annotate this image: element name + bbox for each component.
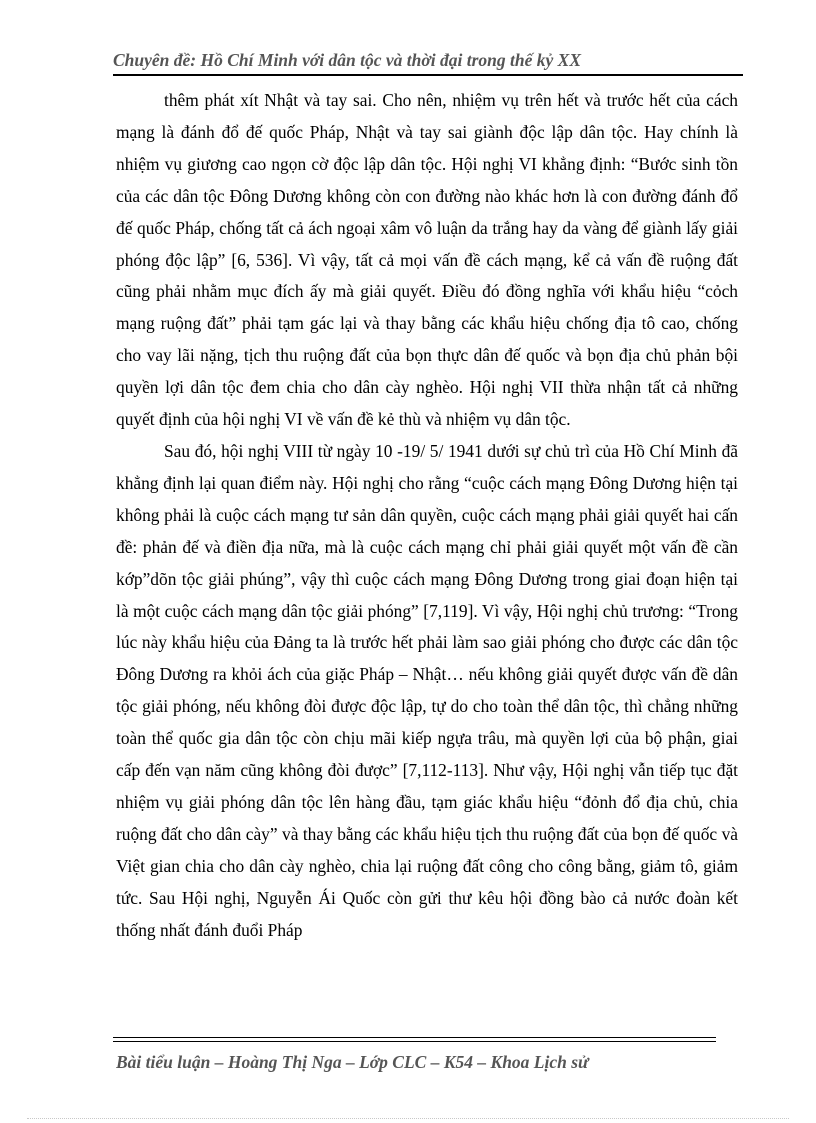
paragraph-2: Sau đó, hội nghị VIII từ ngày 10 -19/ 5/ 1941 dưới sự chủ trì của Hồ Chí Minh đã khẳng định lại quan điểm này. Hội nghị cho rằng “cuộc cách mạng Đông Dương hiện tại không phải là cuộc cách mạng tư sản dân quyền, cuộc cách mạng phải giải quyết hai cấn đề: phản đế và điền địa nữa, mà là cuộc cách mạng chỉ phải giải quyết một vấn đề cần kớp”dõn tộc giải phúng”, vậy thì cuộc cách mạng Đông Dương trong giai đoạn hiện tại là một cuộc cách mạng dân tộc giải phóng” [7,119]. Vì vậy, Hội nghị chủ trương: “Trong lúc này khẩu hiệu của Đảng ta là trước hết phải làm sao giải phóng cho được các dân tộc Đông Dương ra khỏi ách của giặc Pháp – Nhật… nếu không giải quyết được vấn đề dân tộc giải phóng, nếu không đòi được độc lập, tự do cho toàn thể dân tộc, thì chẳng những toàn thể quốc gia dân tộc còn chịu mãi kiếp ngựa trâu, mà quyền lợi của bộ phận, giai cấp đến vạn năm cũng không đòi được” [7,112-113]. Như vậy, Hội nghị vẫn tiếp tục đặt nhiệm vụ giải phóng dân tộc lên hàng đầu, tạm giác khẩu hiệu “đỏnh đổ địa chủ, chia ruộng đất cho dân cày” và thay bằng các khẩu hiệu tịch thu ruộng đất của bọn đế quốc và Việt gian chia cho dân cày nghèo, chia lại ruộng đất công cho công bằng, giảm tô, giảm tức. Sau Hội nghị, Nguyễn Ái Quốc còn gửi thư kêu hội đồng bào cả nước đoàn kết thống nhất đánh đuổi Pháp <box>116 440 738 940</box>
page-border <box>27 1118 789 1119</box>
header-title: Chuyên đề: Hồ Chí Minh với dân tộc và thời đại trong thế kỷ XX <box>113 50 582 70</box>
paragraph-1: thêm phát xít Nhật và tay sai. Cho nên, nhiệm vụ trên hết và trước hết của cách mạng là đánh đổ đế quốc Pháp, Nhật và tay sai giành độc lập dân tộc. Hay chính là nhiệm vụ giương cao ngọn cờ độc lập dân tộc. Hội nghị VI khẳng định: “Bước sinh tồn của các dân tộc Đông Dương không còn con đường nào khác hơn là con đường đánh đổ đế quốc Pháp, chống tất cả ách ngoại xâm vô luận da trắng hay da vàng để giành lấy giải phóng độc lập” [6, 536]. Vì vậy, tất cả mọi vấn đề cách mạng, kể cả vấn đề ruộng đất cũng phải nhằm mục đích ấy mà giải quyết. Điều đó đồng nghĩa với khẩu hiệu “cỏch mạng ruộng đất” phải tạm gác lại và thay bằng các khẩu hiệu chống địa tô cao, chống cho vay lãi nặng, tịch thu ruộng đất của bọn thực dân đế quốc và bọn địa chủ phản bội quyền lợi dân tộc đem chia cho dân cày nghèo. Hội nghị VII thừa nhận tất cả những quyết định của hội nghị VI về vấn đề kẻ thù và nhiệm vụ dân tộc. <box>116 90 738 430</box>
page-footer <box>116 1050 716 1074</box>
footer-text: Bài tiểu luận – Hoàng Thị Nga – Lớp CLC – K54 – Khoa Lịch sử <box>116 1052 589 1072</box>
page-header <box>113 46 743 76</box>
document-body <box>116 85 738 946</box>
footer-divider <box>113 1037 716 1042</box>
